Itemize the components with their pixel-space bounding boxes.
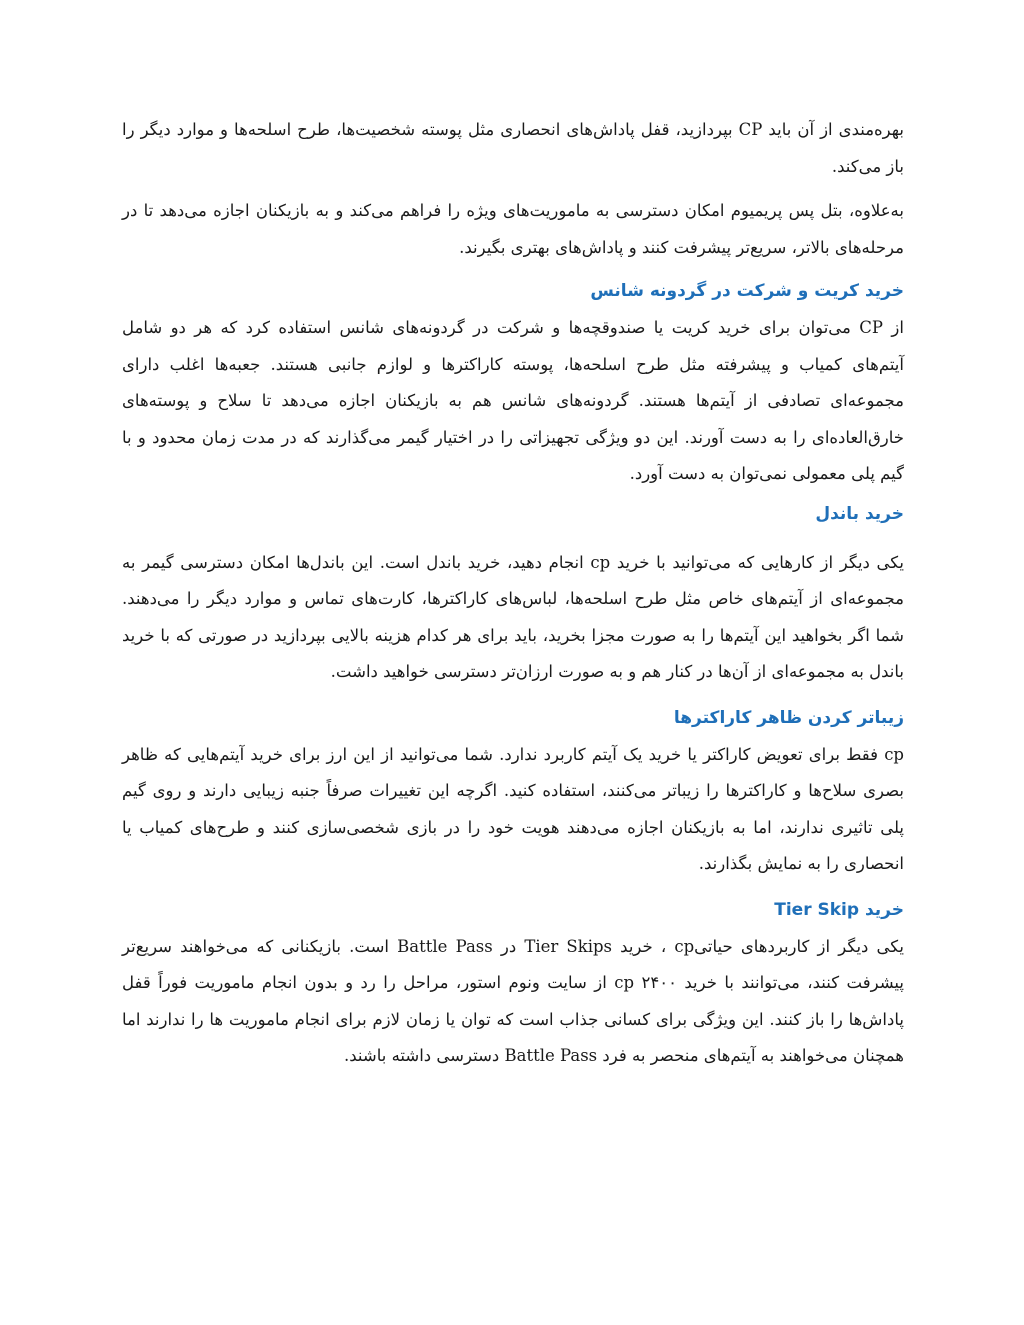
heading-character-appearance: زیباتر کردن ظاهر کاراکترها — [673, 707, 904, 728]
heading-crate-spin: خرید کریت و شرکت در گردونه شانس — [590, 281, 904, 301]
heading-bundle: خرید باندل — [815, 503, 904, 524]
paragraph-bundle: یکی دیگر از کارهایی که می‌توانید با خرید cp انجام دهید، خرید باندل است. این باندل‌ها امکان دسترسی گیمر به مجموعه‌ای از آیتم‌های خاص مثل طرح اسلحه‌ها، لباس‌های کاراکترها، کارت‌های تماس و موارد دیگر را می‌دهند. شما اگر بخواهید این آیتم‌ها را به صورت مجزا بخرید، باید برای هر کدام هزینه بالایی بپردازید در صورتی که با خرید باندل به مجموعه‌ای از آن‌ها در کنار هم و به صورت ارزان‌تر دسترسی خواهید داشت. — [122, 552, 905, 681]
intro-paragraph-2: به‌علاوه، بتل پس پریمیوم امکان دسترسی به ماموریت‌های ویژه را فراهم می‌کند و به بازیکنان اجازه می‌دهد تا در مرحله‌های بالاتر، سریع‌تر پیشرفت کنند و پاداش‌های بهتری بگیرند. — [122, 201, 904, 257]
paragraph-crate-spin: از CP می‌توان برای خرید کریت یا صندوقچه‌ها و شرکت در گردونه‌های شانس استفاده کرد که هر دو شامل آیتم‌های کمیاب و پیشرفته مثل طرح اسلحه‌ها، پوسته کاراکترها و لوازم جانبی هستند. جعبه‌ها اغلب دارای مجموعه‌ای تصادفی از آیتم‌ها هستند. گردونه‌های شانس هم به بازیکنان اجازه می‌دهد تا سلاح و پوسته‌های خارق‌العاده‌ای را به دست آورند. این دو ویژگی تجهیزاتی را در اختیار گیمر می‌گذارند که در مدت زمان محدود و با گیم پلی معمولی نمی‌توان به دست آورد. — [122, 318, 904, 483]
paragraph-tier-skip: یکی دیگر از کاربردهای حیاتیcp ، خرید Tier Skips در Battle Pass است. بازیکنانی که می‌خواهند سریع‌تر پیشرفت کنند، می‌توانند با خرید cp ۲۴۰۰ از سایت ونوم استور، مراحل را رد و بدون انجام ماموریت فوراً قفل پاداش‌ها را باز کنند. این ویژگی برای کسانی جذاب است که توان یا زمان لازم برای انجام ماموریت ها را ندارند اما همچنان می‌خواهند به آیتم‌های منحصر به فرد Battle Pass دسترسی داشته باشند. — [122, 936, 904, 1065]
intro-paragraph-1: بهره‌مندی از آن باید CP بپردازید، قفل پاداش‌های انحصاری مثل پوسته شخصیت‌ها، طرح اسلحه‌ها و موارد دیگر را باز می‌کند. — [122, 120, 904, 176]
paragraph-character-appearance: cp فقط برای تعویض کاراکتر یا خرید یک آیتم کاربرد ندارد. شما می‌توانید از این ارز برای خرید آیتم‌هایی که ظاهر بصری سلاح‌ها و کاراکترها را زیباتر می‌کنند، استفاده کنید. اگرچه این تغییرات صرفاً جنبه زیبایی دارند و روی گیم پلی تاثیری ندارند، اما به بازیکنان اجازه می‌دهند هویت خود را در بازی شخصی‌سازی کنند و طرح‌های کمیاب یا انحصاری را به نمایش بگذارند. — [122, 744, 904, 873]
document-page — [122, 112, 904, 1083]
heading-tier-skip: خرید Tier Skip — [774, 899, 904, 920]
